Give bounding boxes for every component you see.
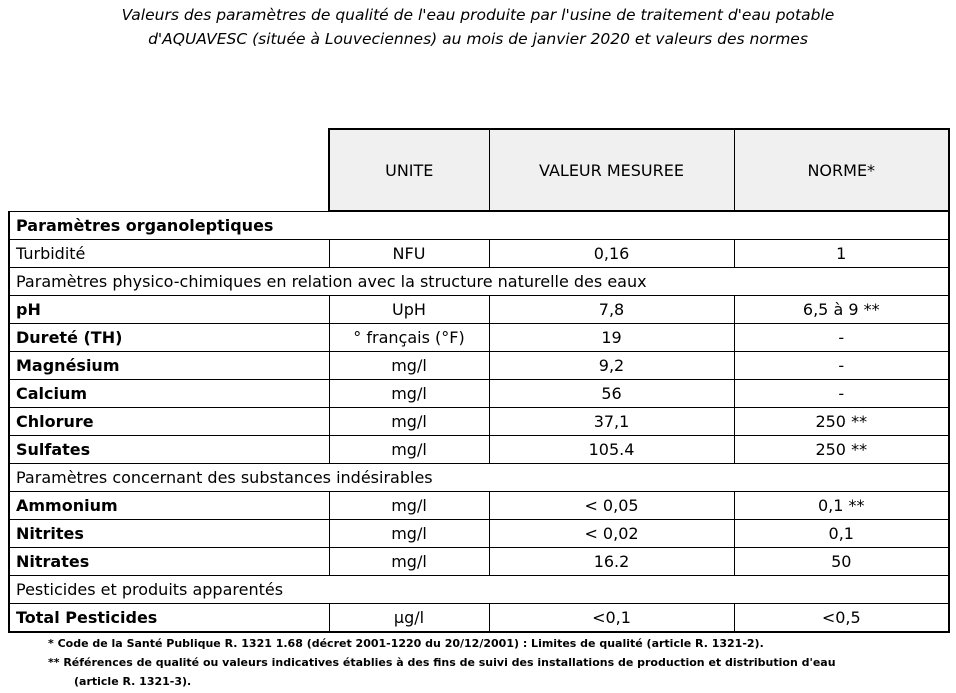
parameter-norm: <0,5 — [734, 604, 949, 633]
parameter-value: 19 — [489, 324, 734, 352]
parameter-unit: mg/l — [329, 548, 489, 576]
water-quality-table — [8, 128, 950, 633]
header-norm: NORME* — [734, 129, 949, 211]
parameter-unit: mg/l — [329, 352, 489, 380]
table-body — [9, 129, 949, 632]
parameter-name: Turbidité — [9, 240, 329, 268]
parameter-row — [9, 408, 949, 436]
section-label: Pesticides et produits apparentés — [9, 576, 949, 604]
parameter-norm: - — [734, 324, 949, 352]
header-blank-cell — [9, 129, 329, 211]
parameter-unit: µg/l — [329, 604, 489, 633]
section-label: Paramètres concernant des substances indésirables — [9, 464, 949, 492]
parameter-norm: - — [734, 352, 949, 380]
footnote-2-continuation: (article R. 1321-3). — [74, 675, 192, 688]
parameter-unit: mg/l — [329, 436, 489, 464]
parameter-unit: ° français (°F) — [329, 324, 489, 352]
parameter-unit: NFU — [329, 240, 489, 268]
parameter-norm: 50 — [734, 548, 949, 576]
title-line-2: d'AQUAVESC (située à Louveciennes) au mois de janvier 2020 et valeurs des normes — [148, 30, 808, 48]
document-title — [0, 3, 956, 51]
parameter-value: 9,2 — [489, 352, 734, 380]
parameter-row — [9, 380, 949, 408]
parameter-name: pH — [9, 296, 329, 324]
parameter-name: Nitrites — [9, 520, 329, 548]
parameter-norm: 0,1 ** — [734, 492, 949, 520]
parameter-row — [9, 492, 949, 520]
parameter-row — [9, 240, 949, 268]
parameter-name: Total Pesticides — [9, 604, 329, 633]
parameter-value: 0,16 — [489, 240, 734, 268]
parameter-norm: 6,5 à 9 ** — [734, 296, 949, 324]
header-unit: UNITE — [329, 129, 489, 211]
section-label: Paramètres physico-chimiques en relation avec la structure naturelle des eaux — [9, 268, 949, 296]
footnotes — [48, 634, 836, 691]
parameter-name: Calcium — [9, 380, 329, 408]
parameter-row — [9, 436, 949, 464]
parameter-norm: - — [734, 380, 949, 408]
section-row — [9, 464, 949, 492]
parameter-value: <0,1 — [489, 604, 734, 633]
section-row — [9, 211, 949, 240]
header-measured-value: VALEUR MESUREE — [489, 129, 734, 211]
parameter-value: < 0,02 — [489, 520, 734, 548]
parameter-value: < 0,05 — [489, 492, 734, 520]
parameter-row — [9, 548, 949, 576]
parameter-unit: mg/l — [329, 492, 489, 520]
parameter-name: Chlorure — [9, 408, 329, 436]
parameter-name: Magnésium — [9, 352, 329, 380]
parameter-row — [9, 324, 949, 352]
parameter-name: Dureté (TH) — [9, 324, 329, 352]
parameter-row — [9, 604, 949, 633]
footnote-1: * Code de la Santé Publique R. 1321 1.68 (décret 2001-1220 du 20/12/2001) : Limites de qualité (article R. 1321-2). — [48, 637, 764, 650]
parameter-row — [9, 520, 949, 548]
parameter-unit: mg/l — [329, 520, 489, 548]
table-header-row — [9, 129, 949, 211]
parameter-unit: mg/l — [329, 380, 489, 408]
parameter-row — [9, 352, 949, 380]
parameter-name: Nitrates — [9, 548, 329, 576]
parameter-norm: 250 ** — [734, 436, 949, 464]
parameter-value: 105.4 — [489, 436, 734, 464]
parameter-unit: UpH — [329, 296, 489, 324]
parameter-norm: 0,1 — [734, 520, 949, 548]
parameter-norm: 1 — [734, 240, 949, 268]
parameter-value: 7,8 — [489, 296, 734, 324]
footnote-2: ** Références de qualité ou valeurs indicatives établies à des fins de suivi des installations de production et distribution d'eau — [48, 656, 836, 669]
title-line-1: Valeurs des paramètres de qualité de l'eau produite par l'usine de traitement d'eau potable — [121, 6, 835, 24]
parameter-unit: mg/l — [329, 408, 489, 436]
parameter-name: Ammonium — [9, 492, 329, 520]
section-row — [9, 576, 949, 604]
parameter-value: 37,1 — [489, 408, 734, 436]
parameter-name: Sulfates — [9, 436, 329, 464]
parameter-value: 56 — [489, 380, 734, 408]
parameter-value: 16.2 — [489, 548, 734, 576]
section-label: Paramètres organoleptiques — [9, 211, 949, 240]
section-row — [9, 268, 949, 296]
parameter-norm: 250 ** — [734, 408, 949, 436]
parameter-row — [9, 296, 949, 324]
